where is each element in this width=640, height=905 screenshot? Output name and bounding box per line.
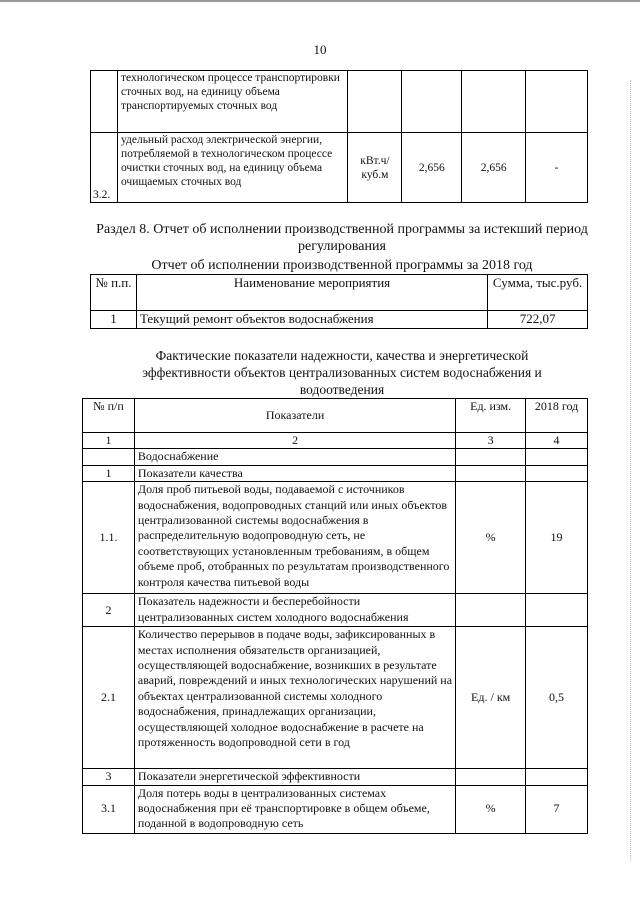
- row-unit: [456, 769, 526, 785]
- table-row: [91, 71, 588, 133]
- table-row: [91, 133, 588, 203]
- table-row: [83, 627, 588, 769]
- row-number: 2.1: [83, 627, 135, 769]
- row-unit: Ед. / км: [456, 627, 526, 769]
- top-table: [90, 70, 588, 203]
- row-value: [526, 594, 588, 627]
- row-number: 2: [83, 594, 135, 627]
- table-row: [83, 785, 588, 833]
- section8-table: [90, 274, 588, 329]
- row-number: 1.1.: [83, 482, 135, 594]
- continued-text: технологическом процессе транспортировки сточных вод, на единицу объема транспортируемых сточных вод: [117, 71, 348, 133]
- row-unit: %: [456, 785, 526, 833]
- row-value: 7: [526, 785, 588, 833]
- row-number: 3.2.: [91, 133, 118, 203]
- row-value: 0,5: [526, 627, 588, 769]
- row-unit: [456, 594, 526, 627]
- header-sum: Сумма, тыс.руб.: [488, 275, 588, 311]
- row-name: Текущий ремонт объектов водоснабжения: [136, 311, 487, 329]
- table-row: [91, 275, 588, 311]
- row-name: Показатели энергетической эффективности: [134, 769, 455, 785]
- section-subtitle: Отчет об исполнении производственной программы за 2018 год: [151, 258, 533, 273]
- row-name: удельный расход электрической энергии, потребляемой в технологическом процессе очистки сточных вод, на единицу объема очищаемых сточных вод: [117, 133, 348, 203]
- header-num: № п/п: [83, 399, 135, 433]
- row-value: [526, 449, 588, 465]
- section-title: Раздел 8. Отчет об исполнении производственной программы за истекший период регулирования: [96, 222, 588, 254]
- table-row: [83, 465, 588, 481]
- table-row: [91, 311, 588, 329]
- row-name: Количество перерывов в подаче воды, зафиксированных в местах исполнения обязательств организацией, осуществляющей водоснабжение, возникших в результате аварий, повреждений и иных технологических нарушений на объектах централизованной системы холодного водоснабжения, принадлежащих организации, осуществляющей холодное водоснабжение в расчете на протяженность водопроводной сети в год: [134, 627, 455, 769]
- row-number: [83, 449, 135, 465]
- row-number: 1: [83, 465, 135, 481]
- header-year: 2018 год: [526, 399, 588, 433]
- table-row: [83, 449, 588, 465]
- row-number: 1: [91, 311, 137, 329]
- row-value: 2,656: [402, 133, 462, 203]
- header-name: Показатели: [134, 399, 455, 433]
- row-unit: %: [456, 482, 526, 594]
- row-name: Показатель надежности и бесперебойности централизованных систем холодного водоснабжения: [134, 594, 455, 627]
- row-value: -: [526, 133, 588, 203]
- row-name: Водоснабжение: [134, 449, 455, 465]
- row-sum: 722,07: [488, 311, 588, 329]
- row-unit: [456, 449, 526, 465]
- header-name: Наименование мероприятия: [136, 275, 487, 311]
- row-number: 3.1: [83, 785, 135, 833]
- row-name: Показатели качества: [134, 465, 455, 481]
- indicators-table: [82, 398, 588, 834]
- row-name: Доля потерь воды в централизованных системах водоснабжения при её транспортировке в общем объеме, поданной в водопроводную сеть: [134, 785, 455, 833]
- row-number: 3: [83, 769, 135, 785]
- table-row: [83, 594, 588, 627]
- table-row: [83, 769, 588, 785]
- column-number: 3: [456, 433, 526, 449]
- scan-noise: [630, 80, 632, 860]
- row-value: 19: [526, 482, 588, 594]
- row-unit: [456, 465, 526, 481]
- header-unit: Ед. изм.: [456, 399, 526, 433]
- row-value: [526, 465, 588, 481]
- column-number: 2: [134, 433, 455, 449]
- table-row: [83, 482, 588, 594]
- row-unit: кВт.ч/ куб.м: [348, 133, 402, 203]
- indicators-title: Фактические показатели надежности, качества и энергетической эффективности объектов централизованных систем водоснабжения и водоотведения: [142, 348, 542, 397]
- row-value: [526, 769, 588, 785]
- column-number: 1: [83, 433, 135, 449]
- column-number: 4: [526, 433, 588, 449]
- row-value: 2,656: [462, 133, 526, 203]
- column-numbers-row: [83, 433, 588, 449]
- page-number: 10: [313, 42, 327, 57]
- table-header-row: [83, 399, 588, 433]
- row-name: Доля проб питьевой воды, подаваемой с источников водоснабжения, водопроводных станций или иных объектов централизованной системы водоснабжения в распределительную водопроводную сеть, не соответствующих установленным требованиям, в общем объеме проб, отобранных по результатам производственного контроля качества питьевой воды: [134, 482, 455, 594]
- header-num: № п.п.: [91, 275, 137, 311]
- scan-edge-line: [0, 0, 640, 2]
